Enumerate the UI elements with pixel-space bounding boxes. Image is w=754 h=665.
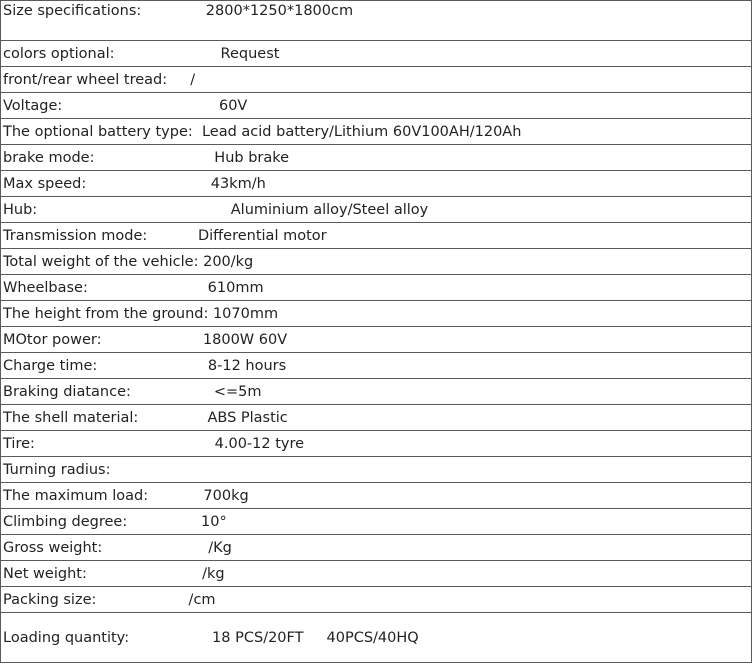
spec-cell: Wheelbase: 610mm bbox=[1, 275, 752, 301]
table-row bbox=[1, 223, 752, 249]
spec-cell: The height from the ground: 1070mm bbox=[1, 301, 752, 327]
spec-cell: Packing size: /cm bbox=[1, 587, 752, 613]
spec-cell: brake mode: Hub brake bbox=[1, 145, 752, 171]
table-row bbox=[1, 457, 752, 483]
spec-cell: colors optional: Request bbox=[1, 41, 752, 67]
spec-cell: MOtor power: 1800W 60V bbox=[1, 327, 752, 353]
table-row bbox=[1, 431, 752, 457]
table-row bbox=[1, 275, 752, 301]
spec-cell: Max speed: 43km/h bbox=[1, 171, 752, 197]
table-row bbox=[1, 535, 752, 561]
table-row bbox=[1, 1, 752, 41]
table-row bbox=[1, 379, 752, 405]
spec-cell: Voltage: 60V bbox=[1, 93, 752, 119]
table-row bbox=[1, 353, 752, 379]
table-row bbox=[1, 405, 752, 431]
spec-cell: Net weight: /kg bbox=[1, 561, 752, 587]
spec-cell: front/rear wheel tread: / bbox=[1, 67, 752, 93]
spec-cell: The shell material: ABS Plastic bbox=[1, 405, 752, 431]
table-row bbox=[1, 145, 752, 171]
spec-cell: Hub: Aluminium alloy/Steel alloy bbox=[1, 197, 752, 223]
table-row bbox=[1, 483, 752, 509]
table-row bbox=[1, 197, 752, 223]
table-row bbox=[1, 93, 752, 119]
spec-cell: The maximum load: 700kg bbox=[1, 483, 752, 509]
spec-cell: Total weight of the vehicle: 200/kg bbox=[1, 249, 752, 275]
spec-cell: Loading quantity: 18 PCS/20FT 40PCS/40HQ bbox=[1, 613, 752, 663]
table-row bbox=[1, 119, 752, 145]
spec-cell: Transmission mode: Differential motor bbox=[1, 223, 752, 249]
spec-cell: Climbing degree: 10° bbox=[1, 509, 752, 535]
spec-cell: Tire: 4.00-12 tyre bbox=[1, 431, 752, 457]
spec-cell: Gross weight: /Kg bbox=[1, 535, 752, 561]
spec-cell: Turning radius: bbox=[1, 457, 752, 483]
spec-cell: The optional battery type: Lead acid battery/Lithium 60V100AH/120Ah bbox=[1, 119, 752, 145]
table-row bbox=[1, 249, 752, 275]
table-row bbox=[1, 509, 752, 535]
spec-cell: Size specifications: 2800*1250*1800cm bbox=[1, 1, 752, 41]
table-row bbox=[1, 301, 752, 327]
table-row bbox=[1, 587, 752, 613]
table-row bbox=[1, 171, 752, 197]
table-row bbox=[1, 41, 752, 67]
table-row bbox=[1, 67, 752, 93]
table-row bbox=[1, 613, 752, 663]
spec-cell: Charge time: 8-12 hours bbox=[1, 353, 752, 379]
table-row bbox=[1, 327, 752, 353]
spec-cell: Braking diatance: <=5m bbox=[1, 379, 752, 405]
table-row bbox=[1, 561, 752, 587]
